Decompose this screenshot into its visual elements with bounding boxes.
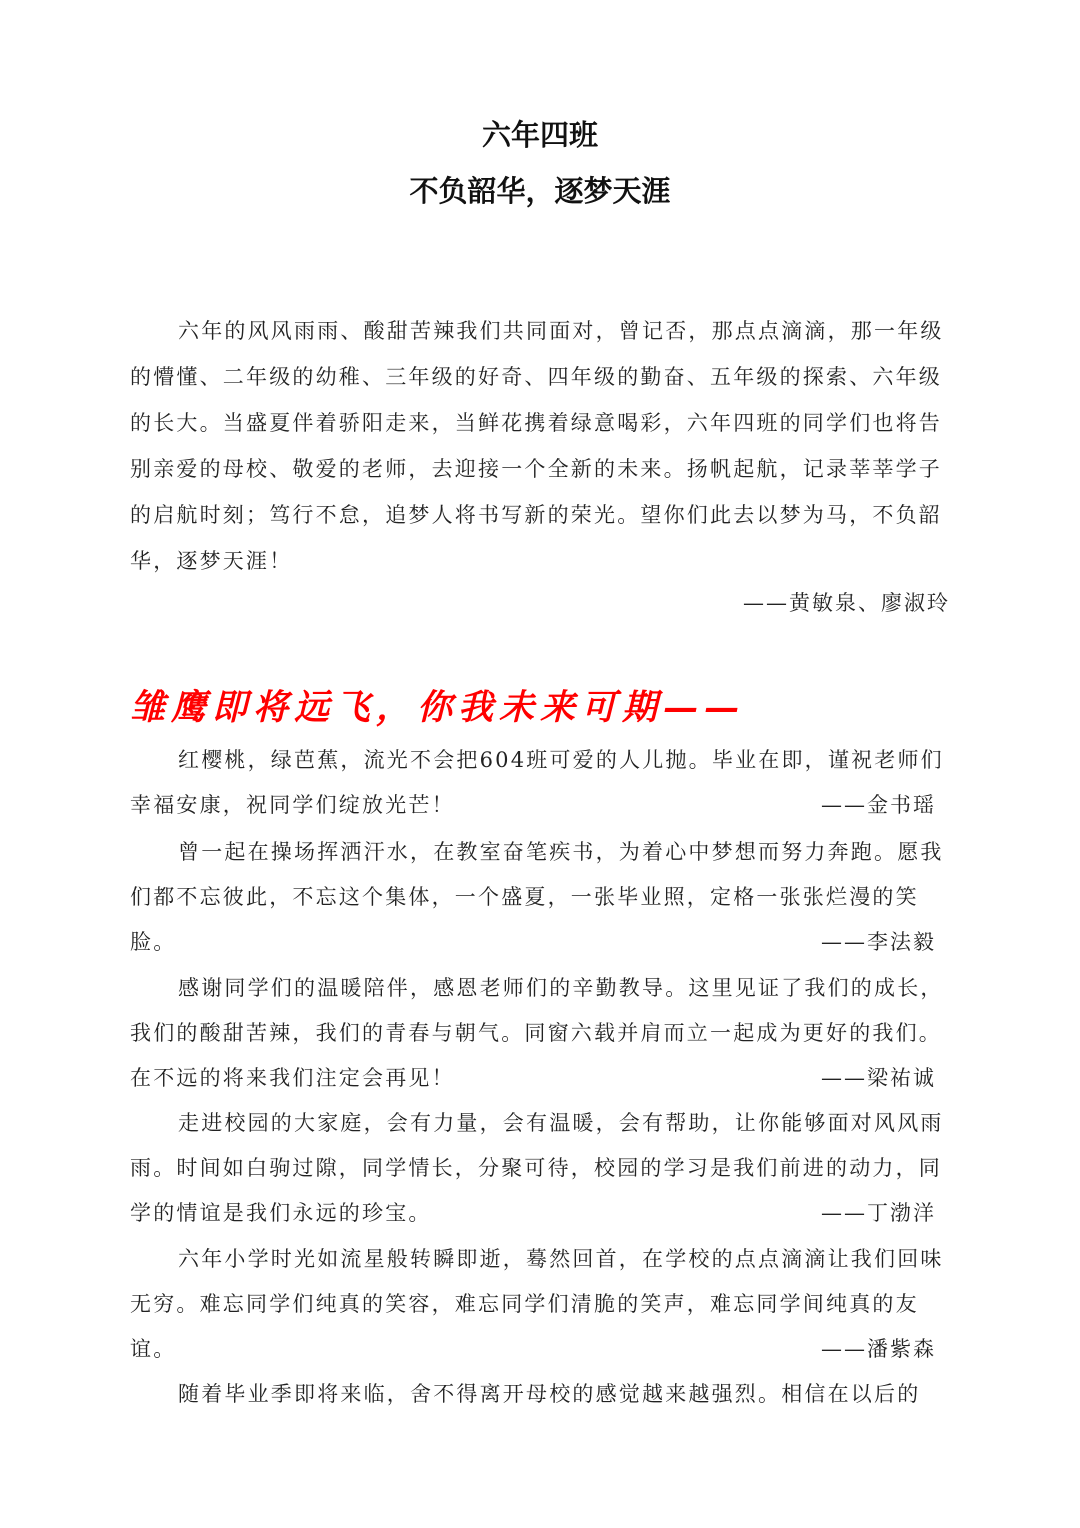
message-text: 走进校园的大家庭，会有力量，会有温暖，会有帮助，让你能够面对风风雨雨。时间如白驹过隙，同学情长，分聚可待，校园的学习是我们前进的动力，同学的情谊是我们永远的珍宝。 xyxy=(130,1111,944,1225)
message-signature: ——梁祐诚 xyxy=(821,1066,936,1090)
message-signature: ——潘紫森 xyxy=(821,1337,936,1361)
slogan-title: 不负韶华，逐梦天涯 xyxy=(409,174,671,208)
message-text: 感谢同学们的温暖陪伴，感恩老师们的辛勤教导。这里见证了我们的成长，我们的酸甜苦辣，我们的青春与朝气。同窗六载并肩而立一起成为更好的我们。在不远的将来我们注定会再见！ xyxy=(130,976,944,1090)
message-text: 随着毕业季即将来临，舍不得离开母校的感觉越来越强烈。相信在以后的 xyxy=(178,1382,921,1406)
message-block xyxy=(130,830,950,965)
message-signature: ——丁渤洋 xyxy=(821,1201,936,1225)
message-text: 六年小学时光如流星般转瞬即逝，蓦然回首，在学校的点点滴滴让我们回味无穷。难忘同学们纯真的笑容，难忘同学们清脆的笑声，难忘同学间纯真的友谊。 xyxy=(130,1247,944,1361)
message-text: 红樱桃，绿芭蕉，流光不会把604班可爱的人儿抛。毕业在即，谨祝老师们幸福安康，祝同学们绽放光芒！ xyxy=(130,748,944,817)
message-block xyxy=(130,1237,950,1372)
message-signature: ——李法毅 xyxy=(821,930,936,954)
intro-paragraph: 六年的风风雨雨、酸甜苦辣我们共同面对，曾记否，那点点滴滴，那一年级的懵懂、二年级的幼稚、三年级的好奇、四年级的勤奋、五年级的探索、六年级的长大。当盛夏伴着骄阳走来，当鲜花携着绿意喝彩，六年四班的同学们也将告别亲爱的母校、敬爱的老师，去迎接一个全新的未来。扬帆起航，记录莘莘学子的启航时刻；笃行不怠，追梦人将书写新的荣光。望你们此去以梦为马，不负韶华，逐梦天涯！ xyxy=(130,319,944,573)
message-signature: ——金书瑶 xyxy=(821,793,936,817)
message-block xyxy=(130,966,950,1101)
message-block xyxy=(130,1101,950,1236)
section-heading: 雏鹰即将远飞，你我未来可期—— xyxy=(130,687,746,728)
message-block xyxy=(130,1372,950,1417)
intro-signature: ——黄敏泉、廖淑玲 xyxy=(743,591,950,615)
message-block xyxy=(130,738,950,828)
class-title: 六年四班 xyxy=(481,118,598,152)
message-text: 曾一起在操场挥洒汗水，在教室奋笔疾书，为着心中梦想而努力奔跑。愿我们都不忘彼此，不忘这个集体，一个盛夏，一张毕业照，定格一张张烂漫的笑脸。 xyxy=(130,840,944,954)
